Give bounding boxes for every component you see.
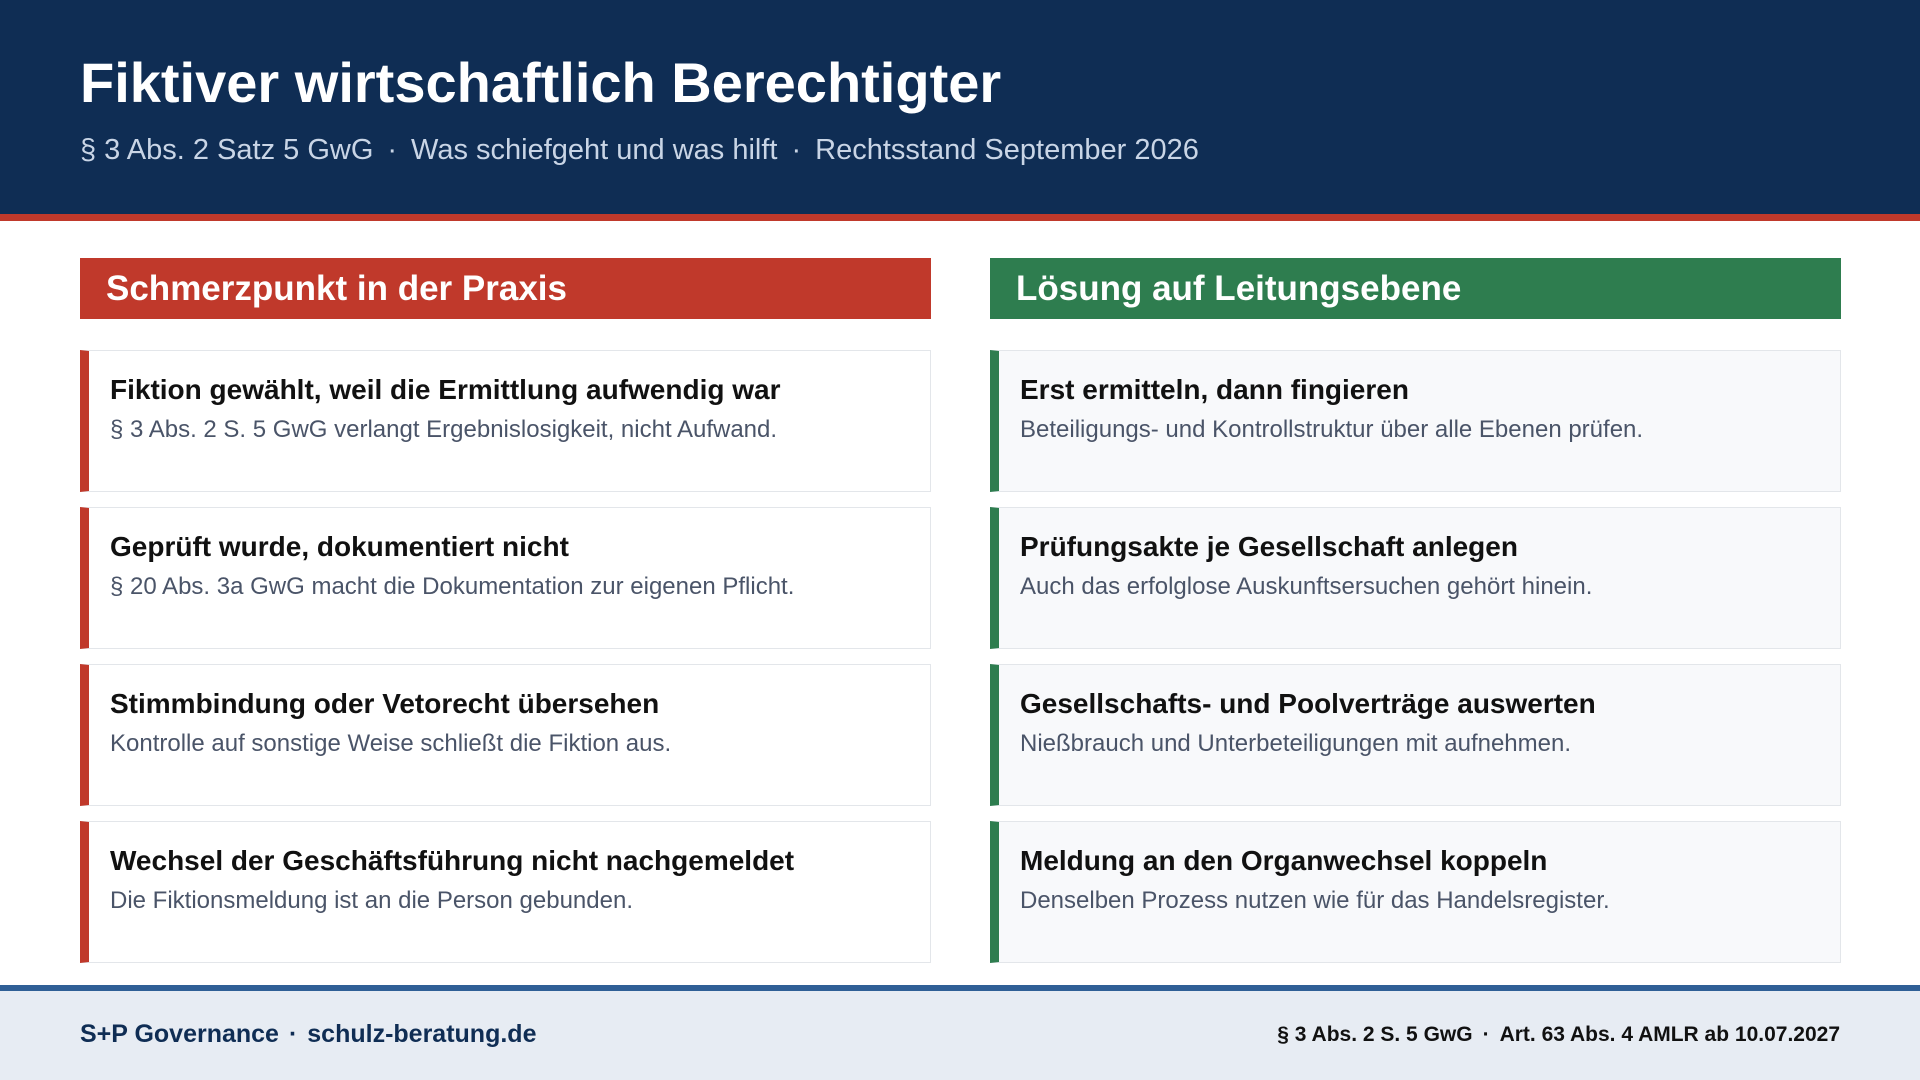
reference-amlr: Art. 63 Abs. 4 AMLR ab 10.07.2027 [1499, 1023, 1840, 1046]
solution-card [990, 507, 1841, 649]
header-accent-stripe [0, 214, 1920, 221]
subtitle-legal-reference: § 3 Abs. 2 Satz 5 GwG [80, 134, 374, 166]
page-subtitle [80, 132, 1199, 168]
solutions-column [990, 258, 1841, 978]
page-title: Fiktiver wirtschaftlich Berechtigter [80, 51, 1002, 114]
reference-gwg: § 3 Abs. 2 S. 5 GwG [1277, 1023, 1473, 1046]
problem-title: Wechsel der Geschäftsführung nicht nachgemeldet [110, 845, 795, 876]
solution-description: Beteiligungs- und Kontrollstruktur über alle Ebenen prüfen. [1020, 416, 1644, 443]
footer-separator: · [288, 1020, 298, 1048]
website-link[interactable]: schulz-beratung.de [307, 1020, 537, 1048]
problem-card [80, 821, 931, 963]
solution-card [990, 350, 1841, 492]
subtitle-separator: · [387, 134, 398, 166]
solution-card [990, 664, 1841, 806]
footer-separator: · [1482, 1023, 1490, 1046]
solution-description: Denselben Prozess nutzen wie für das Handelsregister. [1020, 887, 1610, 914]
problem-description: § 3 Abs. 2 S. 5 GwG verlangt Ergebnislosigkeit, nicht Aufwand. [110, 416, 778, 443]
problem-card [80, 350, 931, 492]
solution-description: Auch das erfolglose Auskunftsersuchen gehört hinein. [1020, 573, 1593, 600]
solutions-list [990, 350, 1841, 963]
footer-brand-line [80, 1018, 536, 1050]
solution-title: Erst ermitteln, dann fingieren [1020, 374, 1409, 405]
subtitle-legal-status: Rechtsstand September 2026 [815, 134, 1199, 166]
subtitle-topic: Was schiefgeht und was hilft [411, 134, 778, 166]
subtitle-separator: · [791, 134, 802, 166]
problem-description: § 20 Abs. 3a GwG macht die Dokumentation zur eigenen Pflicht. [110, 573, 795, 600]
solutions-heading: Lösung auf Leitungsebene [990, 258, 1841, 319]
problem-card [80, 507, 931, 649]
problem-title: Stimmbindung oder Vetorecht übersehen [110, 688, 660, 719]
solution-card [990, 821, 1841, 963]
problem-card [80, 664, 931, 806]
footer-bar [0, 991, 1920, 1080]
problem-title: Geprüft wurde, dokumentiert nicht [110, 531, 569, 562]
problem-title: Fiktion gewählt, weil die Ermittlung aufwendig war [110, 374, 781, 405]
problems-column [80, 258, 931, 978]
solution-title: Prüfungsakte je Gesellschaft anlegen [1020, 531, 1518, 562]
solution-description: Nießbrauch und Unterbeteiligungen mit aufnehmen. [1020, 730, 1572, 757]
solution-title: Gesellschafts- und Poolverträge auswerten [1020, 688, 1596, 719]
problem-description: Die Fiktionsmeldung ist an die Person gebunden. [110, 887, 633, 914]
problem-description: Kontrolle auf sonstige Weise schließt die Fiktion aus. [110, 730, 672, 757]
footer-references [1277, 1020, 1840, 1050]
brand-name: S+P Governance [80, 1020, 279, 1048]
header-banner [0, 0, 1920, 214]
problems-heading: Schmerzpunkt in der Praxis [80, 258, 931, 319]
problems-list [80, 350, 931, 963]
solution-title: Meldung an den Organwechsel koppeln [1020, 845, 1548, 876]
